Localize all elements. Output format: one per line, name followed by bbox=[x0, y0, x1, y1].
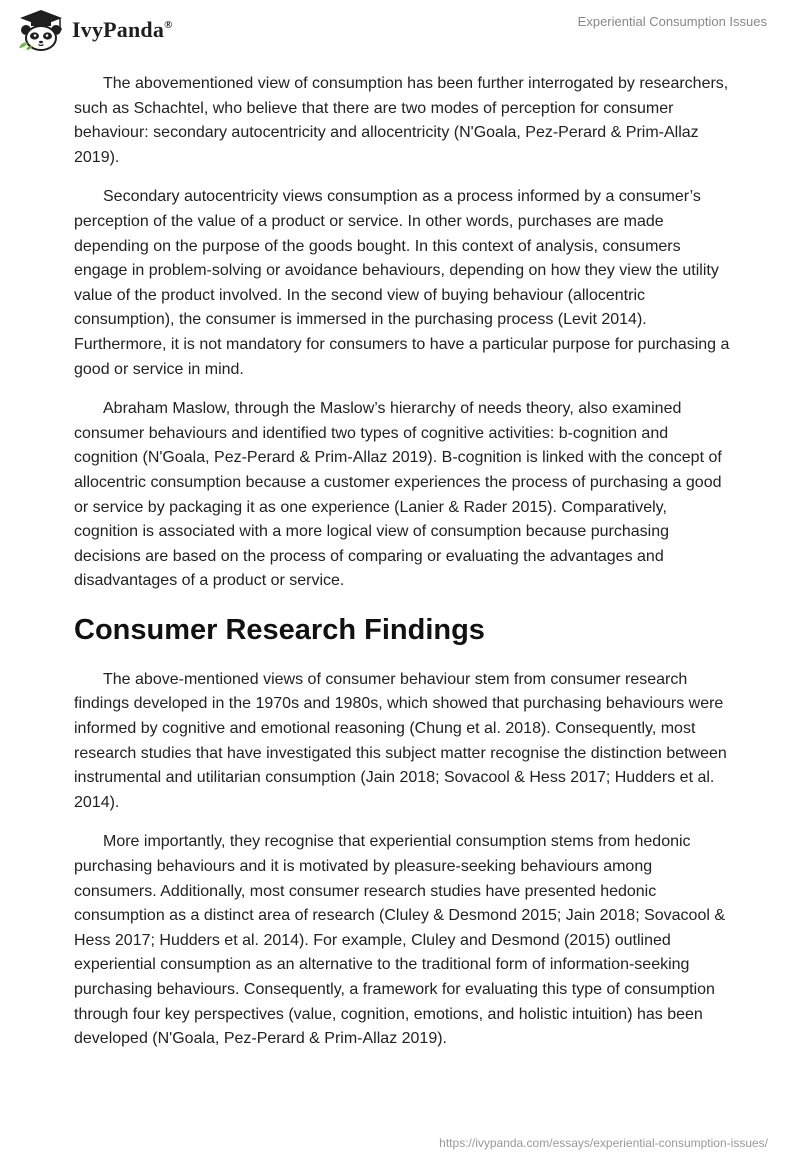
page-header bbox=[0, 0, 800, 60]
ivypanda-logo[interactable] bbox=[16, 8, 173, 52]
registered-mark: ® bbox=[164, 19, 173, 31]
section-heading: Consumer Research Findings bbox=[74, 613, 485, 646]
paragraph: More importantly, they recognise that experiential consumption stems from hedonic purchasing behaviours and it is motivated by pleasure-seeking behaviours among consumers. Additionally, most consumer research studies have presented hedonic consumption as a distinct area of research (Cluley & Desmond 2015; Jain 2018; Sovacool & Hess 2017; Hudders et al. 2014). For example, Cluley and Desmond (2015) outlined experiential consumption as an alternative to the traditional form of information-seeking purchasing behaviours. Consequently, a framework for evaluating this type of consumption through four key perspectives (value, cognition, emotions, and holistic intuition) has been developed (N'Goala, Pez-Perard & Prim-Allaz 2019). bbox=[74, 833, 726, 1048]
paragraph: Abraham Maslow, through the Maslow’s hierarchy of needs theory, also examined consumer behaviours and identified two types of cognitive activities: b-cognition and cognition (N'Goala, Pez-Perard & Prim-Allaz 2019). B-cognition is linked with the concept of allocentric consumption because a customer experiences the process of purchasing a good or service by packaging it as one experience (Lanier & Rader 2015). Comparatively, cognition is associated with a more logical view of consumption because purchasing decisions are based on the process of comparing or evaluating the advantages and disadvantages of a product or service. bbox=[74, 400, 722, 590]
source-url[interactable]: https://ivypanda.com/essays/experiential-consumption-issues/ bbox=[439, 1136, 768, 1150]
brand-name bbox=[72, 17, 173, 43]
paragraph: The abovementioned view of consumption has been further interrogated by researchers, such as Schachtel, who believe that there are two modes of perception for consumer behaviour: secondary autocentricity and allocentricity (N'Goala, Pez-Perard & Prim-Allaz 2019). bbox=[74, 75, 729, 166]
panda-graduate-logo-icon bbox=[16, 8, 66, 52]
paragraph: The above-mentioned views of consumer behaviour stem from consumer research findings developed in the 1970s and 1980s, which showed that purchasing behaviours were informed by cognitive and emotional reasoning (Chung et al. 2018). Consequently, most research studies that have investigated this subject matter recognise the distinction between instrumental and utilitarian consumption (Jain 2018; Sovacool & Hess 2017; Hudders et al. 2014). bbox=[74, 670, 727, 811]
document-title: Experiential Consumption Issues bbox=[577, 14, 767, 29]
article-body bbox=[74, 72, 734, 1067]
brand-text: IvyPanda bbox=[72, 17, 165, 42]
paragraph: Secondary autocentricity views consumption as a process informed by a consumer’s perception of the value of a product or service. In other words, purchases are made depending on the purpose of the goods bought. In this context of analysis, consumers engage in problem-solving or avoidance behaviours, depending on how they view the utility value of the product involved. In the second view of buying behaviour (allocentric consumption), the consumer is immersed in the purchasing process (Levit 2014). Furthermore, it is not mandatory for consumers to have a particular purpose for purchasing a good or service in mind. bbox=[74, 188, 730, 378]
